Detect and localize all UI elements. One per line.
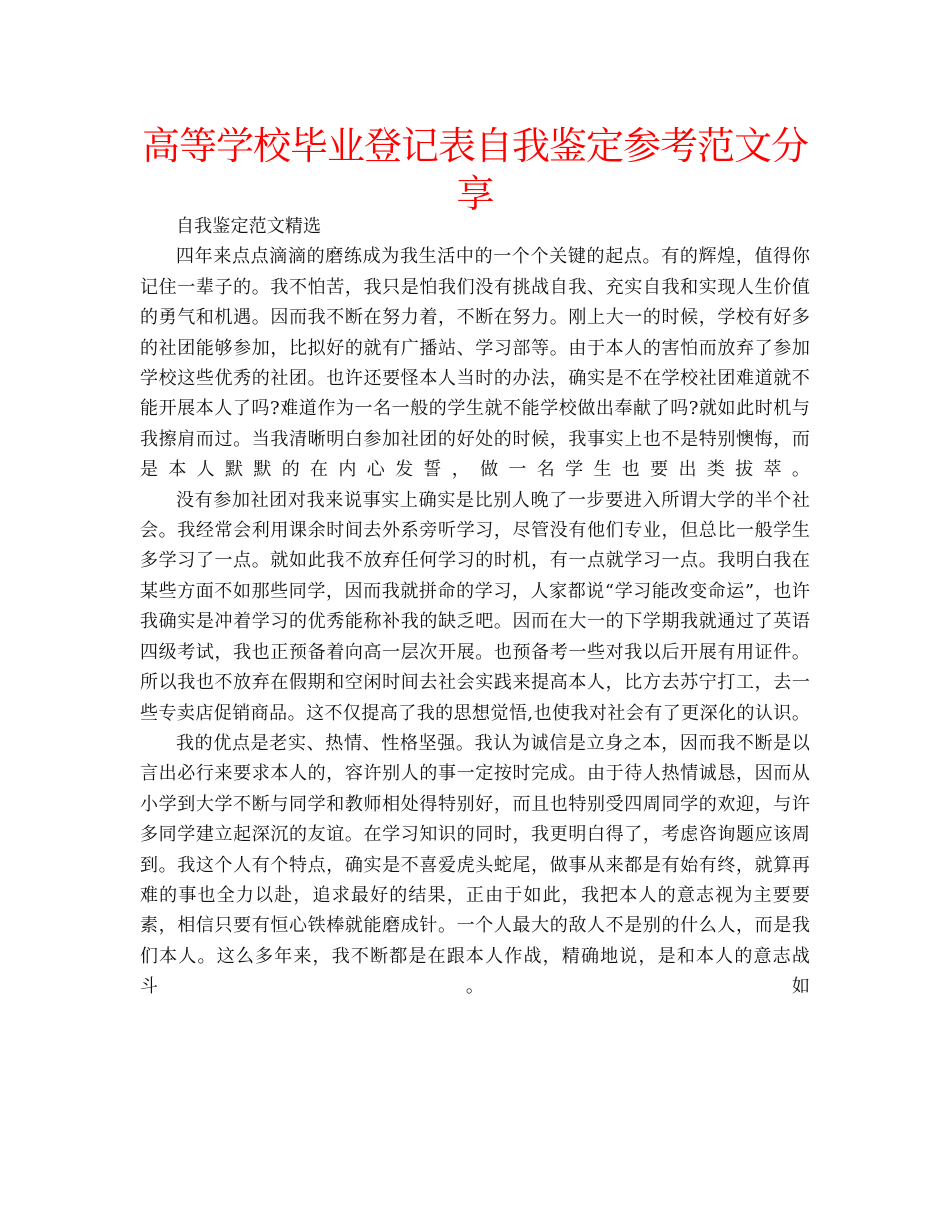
document-subtitle: 自我鉴定范文精选 [176,216,322,237]
document-title: 高等学校毕业登记表自我鉴定参考范文分享 [141,124,808,216]
document-body [140,212,810,1003]
paragraph: 四年来点点滴滴的磨练成为我生活中的一个个关键的起点。有的辉煌，值得你记住一辈子的。我不怕苦，我只是怕我们没有挑战自我、充实自我和实现人生价值的勇气和机遇。因而我不断在努力着，不断在努力。刚上大一的时候，学校有好多的社团能够参加，比拟好的就有广播站、学习部等。由于本人的害怕而放弃了参加学校这些优秀的社团。也许还要怪本人当时的办法，确实是不在学校社团难道就不能开展本人了吗?难道作为一名一般的学生就不能学校做出奉献了吗?就如此时机与我擦肩而过。当我清晰明白参加社团的好处的时候，我事实上也不是特别懊悔，而是本人默默的在内心发誓，做一名学生也要出类拔萃。 [140,246,810,481]
paragraph: 没有参加社团对我来说事实上确实是比别人晚了一步要进入所谓大学的半个社会。我经常会利用课余时间去外系旁听学习，尽管没有他们专业，但总比一般学生多学习了一点。就如此我不放弃任何学习的时机，有一点就学习一点。我明白我在某些方面不如那些同学，因而我就拼命的学习，人家都说“学习能改变命运”，也许我确实是冲着学习的优秀能称补我的缺乏吧。因而在大一的下学期我就通过了英语四级考试，我也正预备着向高一层次开展。也预备考一些对我以后开展有用证件。所以我也不放弃在假期和空闲时间去社会实践来提高本人，比方去苏宁打工，去一些专卖店促销商品。这不仅提高了我的思想觉悟,也使我对社会有了更深化的认识。 [140,489,810,724]
paragraph: 我的优点是老实、热情、性格坚强。我认为诚信是立身之本，因而我不断是以言出必行来要求本人的，容许别人的事一定按时完成。由于待人热情诚恳，因而从小学到大学不断与同学和教师相处得特别好，而且也特别受四周同学的欢迎，与许多同学建立起深沉的友谊。在学习知识的同时，我更明白得了，考虑咨询题应该周到。我这个人有个特点，确实是不喜爱虎头蛇尾，做事从来都是有始有终，就算再难的事也全力以赴，追求最好的结果，正由于如此，我把本人的意志视为主要要素，相信只要有恒心铁棒就能磨成针。一个人最大的敌人不是别的什么人，而是我们本人。这么多年来，我不断都是在跟本人作战，精确地说，是和本人的意志战斗。如 [140,732,810,998]
